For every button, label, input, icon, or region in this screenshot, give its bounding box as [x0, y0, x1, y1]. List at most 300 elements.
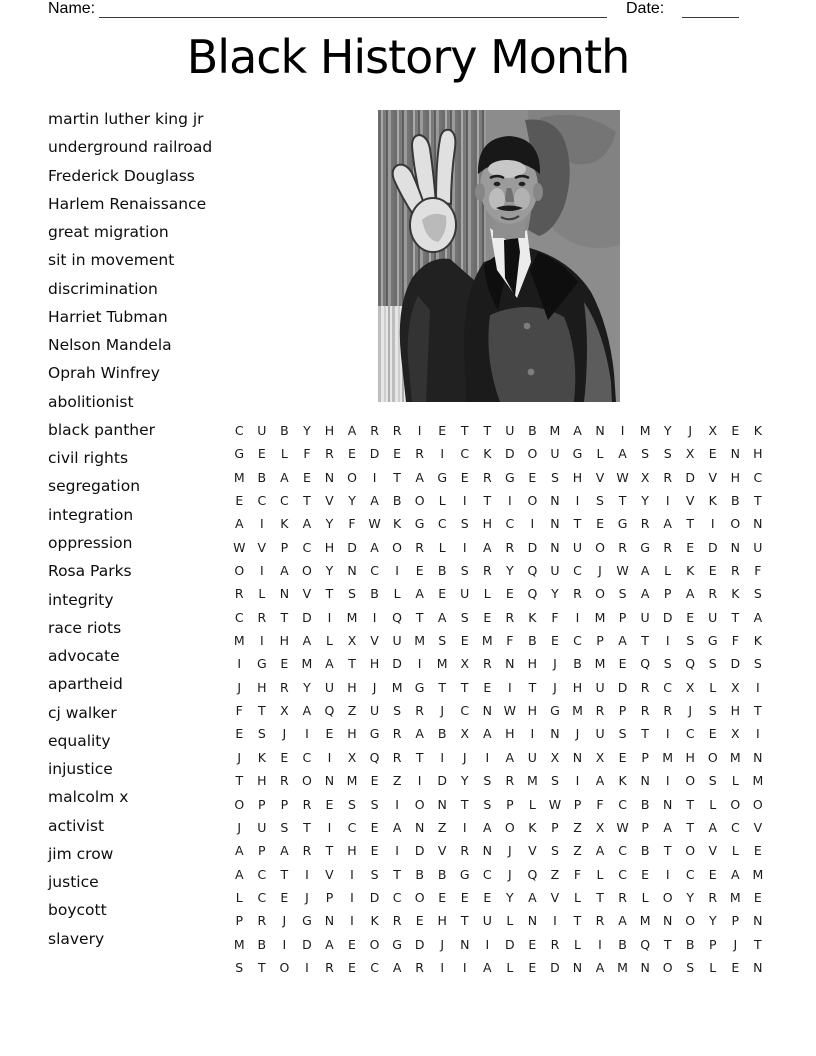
grid-cell: I [417, 656, 422, 672]
word-list-item: equality [48, 731, 111, 750]
grid-cell: T [528, 679, 537, 695]
grid-cell: C [618, 866, 627, 882]
grid-cell: U [392, 633, 402, 649]
grid-cell: F [506, 633, 514, 649]
grid-cell: K [257, 749, 266, 765]
grid-cell: V [550, 889, 560, 905]
grid-cell: A [392, 819, 402, 835]
grid-cell: E [438, 423, 447, 438]
grid-cell: E [460, 633, 469, 649]
grid-cell: E [686, 539, 695, 555]
grid-cell: K [708, 493, 717, 509]
grid-cell: K [731, 586, 740, 602]
grid-cell: N [640, 959, 650, 975]
grid-cell: B [280, 423, 289, 438]
grid-cell: N [550, 493, 560, 509]
grid-cell: O [662, 959, 673, 975]
grid-cell: I [259, 516, 264, 532]
word-list-item: boycott [48, 901, 107, 920]
grid-cell: P [280, 539, 289, 555]
grid-cell: U [460, 586, 470, 602]
grid-cell: D [302, 609, 312, 625]
grid-cell: H [482, 516, 492, 532]
grid-cell: E [415, 913, 424, 929]
grid-cell: K [686, 563, 695, 579]
grid-cell: A [708, 819, 718, 835]
grid-cell: Z [347, 703, 357, 719]
grid-cell: B [437, 726, 447, 742]
grid-cell: A [325, 936, 334, 952]
grid-cell: C [347, 819, 357, 835]
grid-cell: O [595, 586, 605, 602]
grid-cell: M [233, 469, 245, 485]
grid-cell: C [482, 866, 492, 882]
grid-cell: Z [573, 819, 582, 835]
grid-cell: U [753, 539, 763, 555]
grid-cell: R [505, 539, 515, 555]
grid-cell: O [301, 563, 312, 579]
grid-cell: R [415, 959, 424, 975]
word-list-item: Nelson Mandela [48, 336, 172, 355]
grid-cell: N [572, 959, 583, 975]
grid-cell: A [370, 539, 379, 555]
grid-cell: L [709, 679, 717, 695]
grid-cell: N [324, 913, 335, 929]
grid-cell: G [302, 913, 312, 929]
grid-cell: S [348, 796, 356, 812]
grid-cell: R [482, 469, 492, 485]
grid-cell: S [370, 796, 379, 812]
grid-cell: S [393, 703, 402, 719]
grid-cell: O [504, 819, 515, 835]
grid-cell: E [708, 726, 717, 742]
grid-cell: P [506, 796, 514, 812]
grid-cell: H [572, 679, 583, 695]
word-list-item: Frederick Douglass [48, 166, 195, 185]
word-search-grid [228, 419, 769, 979]
grid-cell: E [370, 773, 379, 789]
grid-cell: D [505, 446, 515, 462]
grid-cell: R [595, 703, 605, 719]
grid-cell: Q [640, 936, 651, 952]
grid-cell: U [640, 609, 650, 625]
grid-cell: L [506, 959, 514, 975]
grid-cell: U [369, 703, 380, 719]
grid-cell: T [686, 819, 695, 835]
grid-cell: L [235, 889, 243, 905]
grid-cell: Y [460, 773, 469, 789]
grid-cell: A [302, 633, 312, 649]
grid-cell: L [731, 843, 739, 859]
grid-cell: I [756, 679, 760, 695]
grid-cell: A [618, 913, 627, 929]
word-list-item: Oprah Winfrey [48, 364, 160, 383]
grid-cell: A [483, 959, 492, 975]
grid-cell: R [618, 539, 627, 555]
grid-cell: O [414, 493, 425, 509]
grid-cell: J [282, 913, 287, 929]
grid-cell: N [662, 913, 673, 929]
mlk-photo-graphic [378, 110, 620, 402]
grid-cell: F [596, 796, 604, 812]
grid-cell: T [596, 889, 604, 905]
grid-cell: E [280, 656, 289, 672]
grid-cell: I [462, 959, 467, 975]
grid-cell: L [731, 773, 739, 789]
grid-cell: I [305, 959, 309, 975]
grid-cell: I [507, 493, 512, 509]
grid-cell: M [301, 656, 313, 672]
grid-cell: C [618, 796, 627, 812]
grid-cell: J [305, 889, 309, 905]
grid-cell: S [235, 959, 244, 975]
grid-cell: T [348, 656, 356, 672]
grid-cell: I [665, 773, 670, 789]
grid-cell: K [528, 609, 537, 625]
grid-cell: T [325, 843, 334, 859]
grid-cell: C [573, 633, 582, 649]
grid-cell: Y [708, 913, 717, 929]
grid-cell: D [369, 889, 380, 905]
grid-cell: J [507, 866, 512, 882]
grid-cell: T [641, 633, 649, 649]
grid-cell: Y [348, 493, 356, 509]
grid-cell: J [575, 726, 580, 742]
grid-cell: L [573, 889, 581, 905]
grid-cell: U [595, 679, 605, 695]
grid-cell: N [595, 423, 605, 438]
grid-cell: T [754, 703, 762, 719]
grid-cell: I [665, 726, 670, 742]
word-list-item: great migration [48, 223, 169, 242]
grid-cell: T [460, 796, 469, 812]
grid-cell: B [573, 656, 582, 672]
grid-cell: R [392, 749, 402, 765]
grid-cell: R [573, 586, 582, 602]
grid-cell: S [438, 633, 447, 649]
grid-cell: J [282, 726, 287, 742]
grid-cell: A [595, 843, 605, 859]
grid-cell: M [346, 609, 358, 625]
grid-cell: Q [640, 656, 651, 672]
grid-cell: M [391, 679, 403, 695]
grid-cell: X [731, 679, 740, 695]
grid-cell: M [436, 656, 448, 672]
grid-cell: B [731, 493, 740, 509]
grid-cell: A [280, 469, 289, 485]
grid-cell: R [415, 539, 424, 555]
grid-cell: B [257, 936, 267, 952]
grid-cell: D [414, 936, 425, 952]
grid-cell: D [527, 539, 538, 555]
grid-cell: E [641, 866, 650, 882]
grid-cell: P [280, 796, 289, 812]
grid-cell: D [505, 936, 515, 952]
grid-cell: H [324, 423, 335, 438]
grid-cell: N [324, 773, 335, 789]
grid-cell: R [708, 889, 718, 905]
grid-cell: P [596, 633, 604, 649]
grid-cell: U [550, 563, 560, 579]
grid-cell: A [753, 609, 763, 625]
grid-cell: K [483, 446, 492, 462]
word-list-item: injustice [48, 760, 113, 779]
grid-cell: D [392, 656, 402, 672]
grid-cell: R [618, 889, 627, 905]
grid-cell: O [347, 469, 357, 485]
grid-cell: P [258, 796, 266, 812]
grid-cell: R [280, 773, 289, 789]
grid-cell: J [688, 703, 693, 719]
grid-cell: I [598, 936, 602, 952]
grid-cell: W [548, 796, 562, 812]
grid-cell: O [234, 563, 245, 579]
grid-cell: O [369, 936, 380, 952]
grid-cell: O [685, 843, 696, 859]
grid-cell: I [259, 633, 264, 649]
grid-cell: L [258, 586, 266, 602]
grid-cell: Z [550, 866, 560, 882]
grid-cell: I [575, 609, 580, 625]
grid-cell: L [438, 539, 446, 555]
grid-cell: I [417, 423, 422, 438]
grid-cell: C [234, 423, 244, 438]
grid-cell: F [235, 703, 243, 719]
grid-cell: G [414, 679, 425, 695]
grid-cell: M [233, 936, 245, 952]
grid-cell: A [640, 563, 650, 579]
grid-cell: B [437, 563, 447, 579]
grid-cell: I [372, 469, 377, 485]
grid-cell: Y [686, 889, 695, 905]
grid-cell: S [280, 819, 289, 835]
grid-cell: L [573, 936, 581, 952]
grid-cell: R [280, 679, 289, 695]
grid-cell: A [234, 843, 244, 859]
grid-cell: I [327, 819, 332, 835]
grid-cell: Y [641, 493, 649, 509]
grid-cell: M [346, 773, 358, 789]
grid-cell: I [395, 563, 399, 579]
name-blank-line [99, 0, 607, 18]
grid-cell: R [302, 796, 312, 812]
grid-cell: I [553, 913, 557, 929]
word-list-item: abolitionist [48, 392, 134, 411]
grid-cell: G [504, 469, 515, 485]
grid-cell: H [324, 539, 335, 555]
grid-cell: N [730, 539, 740, 555]
grid-cell: M [594, 609, 606, 625]
grid-cell: H [685, 749, 695, 765]
grid-cell: C [505, 516, 515, 532]
grid-cell: E [348, 936, 356, 952]
grid-cell: J [553, 656, 557, 672]
grid-cell: S [663, 656, 672, 672]
grid-cell: G [414, 516, 425, 532]
grid-cell: F [348, 516, 356, 532]
grid-cell: R [595, 913, 605, 929]
grid-cell: L [709, 959, 717, 975]
grid-cell: W [616, 819, 629, 835]
grid-cell: N [550, 726, 560, 742]
grid-cell: I [620, 423, 625, 438]
grid-cell: X [708, 423, 718, 438]
grid-cell: V [302, 586, 312, 602]
grid-cell: P [258, 843, 266, 859]
grid-cell: U [257, 423, 267, 438]
grid-cell: V [325, 866, 334, 882]
grid-cell: S [460, 563, 469, 579]
grid-cell: F [573, 866, 582, 882]
word-list-item: activist [48, 816, 105, 835]
grid-cell: B [618, 936, 627, 952]
word-list [48, 105, 248, 953]
grid-cell: N [279, 586, 290, 602]
grid-cell: Z [573, 843, 582, 859]
grid-cell: V [595, 469, 605, 485]
grid-cell: E [483, 889, 492, 905]
grid-cell: H [505, 726, 515, 742]
grid-cell: T [460, 913, 469, 929]
grid-cell: I [237, 656, 242, 672]
grid-cell: J [733, 936, 738, 952]
grid-cell: E [731, 423, 740, 438]
grid-cell: Q [392, 609, 403, 625]
grid-cell: R [640, 679, 650, 695]
grid-cell: N [753, 516, 763, 532]
grid-cell: H [527, 656, 538, 672]
grid-cell: L [280, 446, 288, 462]
grid-cell: O [752, 796, 763, 812]
grid-cell: U [550, 446, 560, 462]
grid-cell: C [663, 679, 673, 695]
grid-cell: Y [325, 563, 334, 579]
word-list-item: integrity [48, 590, 114, 609]
grid-cell: X [685, 446, 695, 462]
grid-cell: A [302, 516, 312, 532]
grid-cell: I [440, 446, 445, 462]
grid-cell: S [753, 656, 762, 672]
grid-cell: I [350, 913, 354, 929]
grid-cell: A [234, 516, 244, 532]
grid-cell: A [685, 586, 695, 602]
grid-cell: X [280, 703, 289, 719]
grid-cell: X [550, 749, 560, 765]
grid-cell: T [325, 586, 334, 602]
grid-cell: T [573, 913, 582, 929]
grid-cell: E [596, 516, 604, 532]
grid-cell: P [641, 749, 649, 765]
grid-cell: X [347, 749, 357, 765]
grid-cell: R [505, 609, 515, 625]
grid-cell: V [257, 539, 267, 555]
grid-cell: R [663, 703, 672, 719]
grid-cell: S [483, 796, 492, 812]
grid-cell: M [639, 913, 651, 929]
grid-cell: M [549, 423, 561, 438]
grid-cell: I [440, 749, 445, 765]
grid-cell: X [731, 726, 740, 742]
grid-cell: J [553, 679, 557, 695]
grid-cell: P [641, 819, 649, 835]
grid-cell: K [370, 913, 379, 929]
grid-cell: I [259, 563, 264, 579]
grid-cell: E [483, 609, 492, 625]
grid-cell: R [234, 586, 244, 602]
grid-cell: E [505, 586, 514, 602]
grid-cell: J [688, 423, 693, 438]
grid-cell: R [325, 446, 334, 462]
grid-cell: N [550, 539, 560, 555]
word-list-item: integration [48, 505, 134, 524]
grid-cell: I [305, 726, 309, 742]
grid-cell: T [460, 679, 469, 695]
grid-cell: Y [506, 889, 514, 905]
word-list-item: advocate [48, 647, 120, 666]
grid-cell: R [415, 703, 424, 719]
grid-cell: N [550, 516, 560, 532]
grid-cell: P [551, 819, 559, 835]
grid-cell: X [640, 469, 650, 485]
grid-cell: S [708, 773, 717, 789]
grid-cell: J [598, 563, 602, 579]
grid-cell: S [663, 446, 672, 462]
grid-cell: M [639, 423, 651, 438]
grid-cell: I [665, 633, 670, 649]
grid-cell: U [324, 679, 335, 695]
grid-cell: S [460, 609, 469, 625]
grid-cell: H [437, 913, 447, 929]
grid-cell: R [302, 843, 312, 859]
grid-cell: H [257, 773, 267, 789]
grid-cell: F [731, 633, 739, 649]
grid-cell: P [235, 913, 244, 929]
grid-cell: V [325, 493, 334, 509]
grid-cell: C [302, 749, 312, 765]
grid-cell: S [753, 586, 762, 602]
grid-cell: G [459, 866, 470, 882]
grid-cell: O [707, 749, 718, 765]
grid-cell: D [347, 539, 357, 555]
word-list-item: Harriet Tubman [48, 307, 168, 326]
grid-cell: P [618, 703, 627, 719]
grid-cell: D [550, 959, 560, 975]
grid-cell: R [415, 446, 424, 462]
grid-cell: X [460, 726, 470, 742]
grid-cell: A [618, 446, 627, 462]
grid-cell: Z [392, 773, 402, 789]
grid-cell: I [507, 679, 512, 695]
grid-cell: S [550, 469, 559, 485]
grid-cell: S [460, 516, 469, 532]
word-list-item: apartheid [48, 675, 123, 694]
grid-cell: B [257, 469, 267, 485]
grid-cell: E [438, 889, 447, 905]
grid-cell: Q [527, 586, 538, 602]
grid-cell: W [368, 516, 381, 532]
grid-cell: I [756, 726, 760, 742]
grid-cell: I [417, 773, 422, 789]
grid-cell: I [395, 796, 399, 812]
grid-cell: I [665, 866, 670, 882]
grid-cell: R [392, 423, 402, 438]
grid-cell: Y [506, 563, 514, 579]
grid-cell: C [392, 889, 402, 905]
grid-cell: I [462, 819, 467, 835]
grid-cell: N [437, 796, 447, 812]
grid-cell: E [753, 843, 762, 859]
grid-cell: C [460, 703, 470, 719]
